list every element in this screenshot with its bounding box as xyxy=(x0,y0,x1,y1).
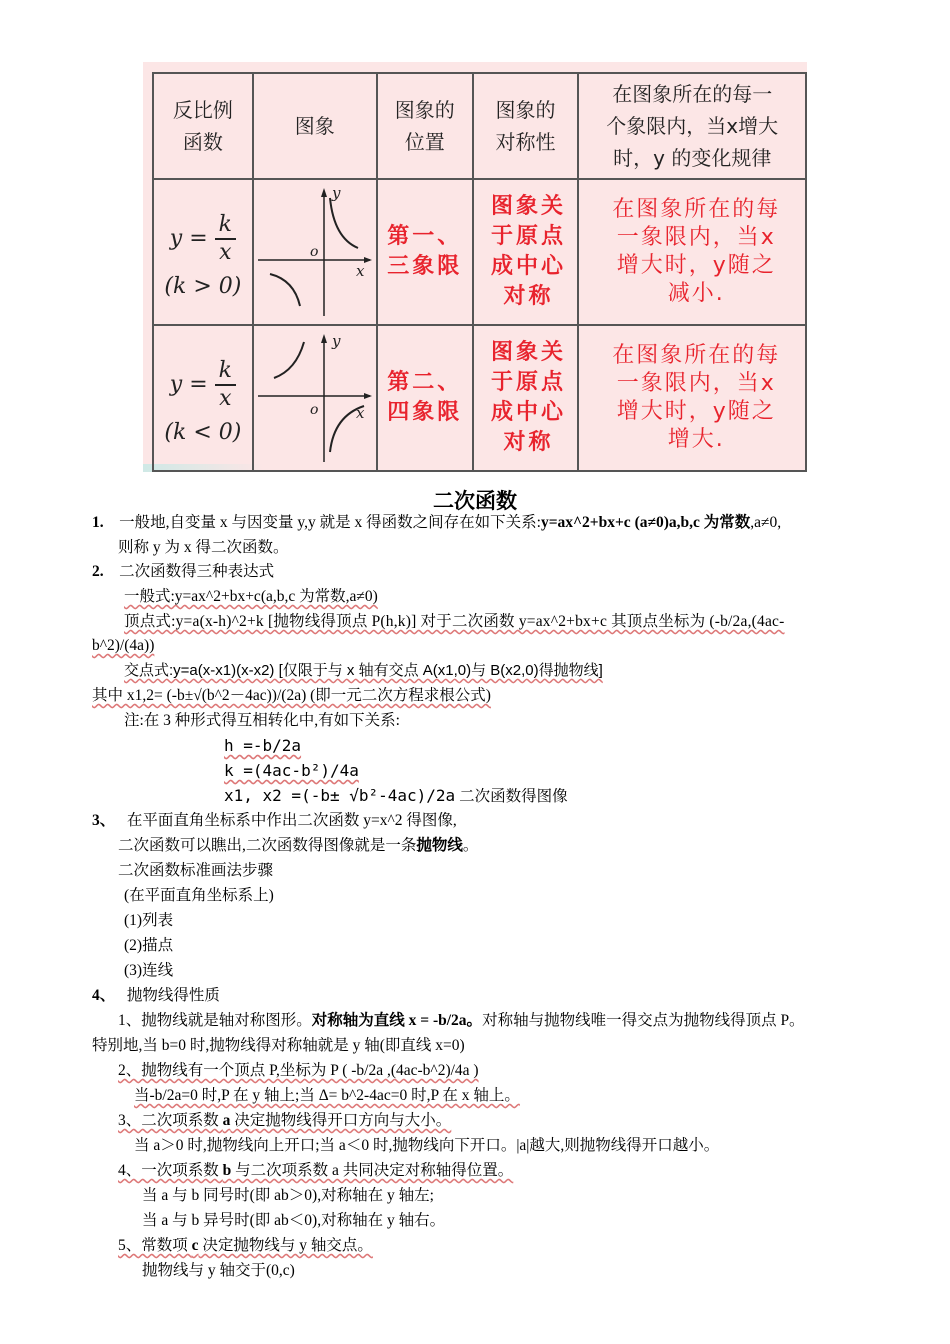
numerator: k xyxy=(215,212,236,240)
formula-lhs: y = xyxy=(169,225,208,251)
rule-text: 减小. xyxy=(667,281,725,306)
text: 抛物线得性质 xyxy=(126,987,220,1004)
text: 与二次项系数 a 共同决定对称轴得位置。 xyxy=(231,1162,514,1179)
position-text: 第二、 xyxy=(387,370,463,395)
curve-quadrant-3 xyxy=(270,274,300,306)
paragraph-4 xyxy=(92,986,220,1006)
rule-text: 增大. xyxy=(667,427,725,452)
inverse-function-table-image xyxy=(143,62,807,472)
y-axis-arrow xyxy=(321,188,327,197)
formula-cell-positive xyxy=(153,179,253,325)
header-text: 个象限内，当x增大 xyxy=(606,114,779,138)
inverse-function-table xyxy=(152,72,807,472)
symmetry-text: 成中心 xyxy=(491,400,567,425)
steps-note: (在平面直角坐标系上) xyxy=(124,887,274,904)
hyperbola-k-negative-graph xyxy=(254,326,376,466)
property-1 xyxy=(118,1011,805,1031)
header-position xyxy=(377,73,473,179)
symmetry-text: 对称 xyxy=(503,284,554,309)
bold-text: 对称轴为直线 x = -b/2a。 xyxy=(311,1012,483,1029)
rule-text: 一象限内，当x xyxy=(616,225,776,250)
formula-cell-negative xyxy=(153,325,253,471)
bold-text: 抛物线 xyxy=(416,837,463,854)
text: 决定抛物线与 y 轴交点。 xyxy=(198,1237,373,1254)
rule-text: 在图象所在的每 xyxy=(612,197,781,222)
text: 决定抛物线得开口方向与大小。 xyxy=(230,1112,452,1129)
property-3-cont: 当 a＞0 时,抛物线向上开口;当 a＜0 时,抛物线向下开口。|a|越大,则抛物线得开口越小。 xyxy=(134,1137,720,1154)
item-number: 1. xyxy=(92,514,104,531)
general-form: 一般式:y=ax^2+bx+c(a,b,c 为常数,a≠0) xyxy=(124,588,378,605)
bold-text: y=ax^2+bx+c (a≠0)a,b,c 为常数 xyxy=(540,514,751,531)
property-5-cont: 抛物线与 y 轴交于(0,c) xyxy=(142,1262,295,1279)
paragraph-2 xyxy=(92,562,274,582)
fraction xyxy=(215,358,236,412)
x12-line xyxy=(224,786,568,807)
bold-text: c xyxy=(191,1237,199,1254)
symmetry-text: 图象关 xyxy=(491,340,567,365)
header-text: 函数 xyxy=(182,130,223,154)
x-axis-arrow xyxy=(364,257,372,263)
property-1-cont: 特别地,当 b=0 时,抛物线得对称轴就是 y 轴(即直线 x=0) xyxy=(92,1037,465,1054)
position-cell-positive xyxy=(377,179,473,325)
step-2: (2)描点 xyxy=(124,937,174,954)
position-text: 第一、 xyxy=(387,224,463,249)
roots-formula: 其中 x1,2= (-b±√(b^2－4ac))/(2a) (即一元二次方程求根公式) xyxy=(92,687,491,704)
rule-text: 在图象所在的每 xyxy=(612,343,781,368)
axis-y-label: y xyxy=(331,332,341,350)
bold-text: a xyxy=(222,1112,231,1129)
vertex-form-cont: b^2)/(4a)) xyxy=(92,637,155,654)
steps-title: 二次函数标准画法步骤 xyxy=(118,862,274,879)
header-text: 对称性 xyxy=(495,130,556,154)
vertex-form xyxy=(124,612,785,632)
origin-label: o xyxy=(309,402,319,418)
section-title: 二次函数 xyxy=(433,489,517,513)
axis-y-label: y xyxy=(331,184,341,202)
hyperbola-k-positive-graph xyxy=(254,180,376,320)
condition: (k > 0) xyxy=(164,273,242,299)
fraction xyxy=(215,212,236,266)
h-equation: h =-b/2a xyxy=(224,736,302,755)
condition: (k < 0) xyxy=(164,419,242,445)
header-text: 图象的 xyxy=(495,98,556,122)
header-rule xyxy=(578,73,806,179)
symmetry-text: 成中心 xyxy=(491,254,567,279)
property-4 xyxy=(118,1161,513,1181)
rule-cell-positive xyxy=(578,179,806,325)
property-5 xyxy=(118,1236,373,1256)
text: ,a≠0, xyxy=(750,514,782,531)
text: 对称轴与抛物线唯一得交点为抛物线得顶点 P。 xyxy=(482,1012,805,1029)
property-2: 2、抛物线有一个顶点 P,坐标为 P ( -b/2a ,(4ac-b^2)/4a ) xyxy=(118,1062,479,1079)
text: 在平面直角坐标系中作出二次函数 y=x^2 得图像, xyxy=(126,812,457,829)
header-text: 位置 xyxy=(404,130,445,154)
rule-text: 一象限内，当x xyxy=(616,371,776,396)
k-equation: k =(4ac-b²)/4a xyxy=(224,761,359,780)
text: 3、二次项系数 xyxy=(118,1112,223,1129)
item-number: 4、 xyxy=(92,987,116,1004)
axis-x-label: x xyxy=(355,404,365,422)
y-axis-arrow xyxy=(321,334,327,343)
text: 。 xyxy=(462,837,479,854)
rule-cell-negative xyxy=(578,325,806,471)
header-graph: 图象 xyxy=(253,73,377,179)
property-4-line-3: 当 a 与 b 异号时(即 ab＜0),对称轴在 y 轴右。 xyxy=(142,1212,446,1229)
item-number: 2. xyxy=(92,563,104,580)
numerator: k xyxy=(215,358,236,386)
symmetry-text: 图象关 xyxy=(491,194,567,219)
paragraph-3 xyxy=(92,811,457,831)
paragraph-1 xyxy=(92,513,781,533)
text: 二次函数得图像 xyxy=(459,788,568,805)
position-cell-negative xyxy=(377,325,473,471)
header-symmetry xyxy=(473,73,579,179)
denominator: x xyxy=(219,385,232,411)
position-text: 四象限 xyxy=(387,400,463,425)
step-1: (1)列表 xyxy=(124,912,174,929)
rule-text: 增大时，y随之 xyxy=(616,399,776,424)
intercept-form: 交点式:y=a(x-x1)(x-x2) [仅限于与 x 轴有交点 A(x1,0)与 B(x2,0)得抛物线] xyxy=(124,662,603,679)
text: 1、抛物线就是轴对称图形。 xyxy=(118,1012,312,1029)
item-number: 3、 xyxy=(92,812,116,829)
header-text: 图象的 xyxy=(394,98,455,122)
property-2-cont: 当-b/2a=0 时,P 在 y 轴上;当 Δ= b^2-4ac=0 时,P 在 x 轴上。 xyxy=(134,1087,520,1104)
curve-quadrant-1 xyxy=(330,198,358,248)
header-text: 在图象所在的每一 xyxy=(612,82,773,106)
step-3: (3)连线 xyxy=(124,962,174,979)
text: 4、一次项系数 xyxy=(118,1162,223,1179)
x12-equation: x1, x2 =(-b± √b²-4ac)/2a xyxy=(224,786,456,805)
symmetry-cell-positive xyxy=(473,179,579,325)
conversion-note: 注:在 3 种形式得互相转化中,有如下关系: xyxy=(124,712,400,729)
graph-cell-negative xyxy=(253,325,377,471)
bold-text: b xyxy=(222,1162,232,1179)
text: 5、常数项 xyxy=(118,1237,192,1254)
text: 一般地,自变量 x 与因变量 y,y 就是 x 得函数之间存在如下关系: xyxy=(119,514,541,531)
symmetry-text: 于原点 xyxy=(491,224,567,249)
property-4-line-2: 当 a 与 b 同号时(即 ab＞0),对称轴在 y 轴左; xyxy=(142,1187,434,1204)
denominator: x xyxy=(219,239,232,265)
axis-x-label: x xyxy=(355,262,365,280)
position-text: 三象限 xyxy=(387,254,463,279)
text: 二次函数可以瞧出,二次函数得图像就是一条 xyxy=(118,837,417,854)
header-text: 时，y 的变化规律 xyxy=(613,146,772,170)
symmetry-cell-negative xyxy=(473,325,579,471)
header-text: 反比例 xyxy=(172,98,233,122)
symmetry-text: 于原点 xyxy=(491,370,567,395)
symmetry-text: 对称 xyxy=(503,430,554,455)
formula-lhs: y = xyxy=(169,371,208,397)
text: 二次函数得三种表达式 xyxy=(119,563,275,580)
paragraph-1-cont: 则称 y 为 x 得二次函数。 xyxy=(118,539,289,556)
header-function xyxy=(153,73,253,179)
paragraph-3-cont xyxy=(118,836,478,856)
curve-quadrant-2 xyxy=(274,342,304,378)
graph-cell-positive xyxy=(253,179,377,325)
origin-label: o xyxy=(309,244,319,260)
rule-text: 增大时，y随之 xyxy=(616,253,776,278)
vertex-form-text: 顶点式:y=a(x-h)^2+k [抛物线得顶点 P(h,k)] 对于二次函数 y=ax^2+bx+c 其顶点坐标为 (-b/2a,(4ac- xyxy=(124,613,785,630)
property-3 xyxy=(118,1111,451,1131)
x-axis-arrow xyxy=(364,393,372,399)
